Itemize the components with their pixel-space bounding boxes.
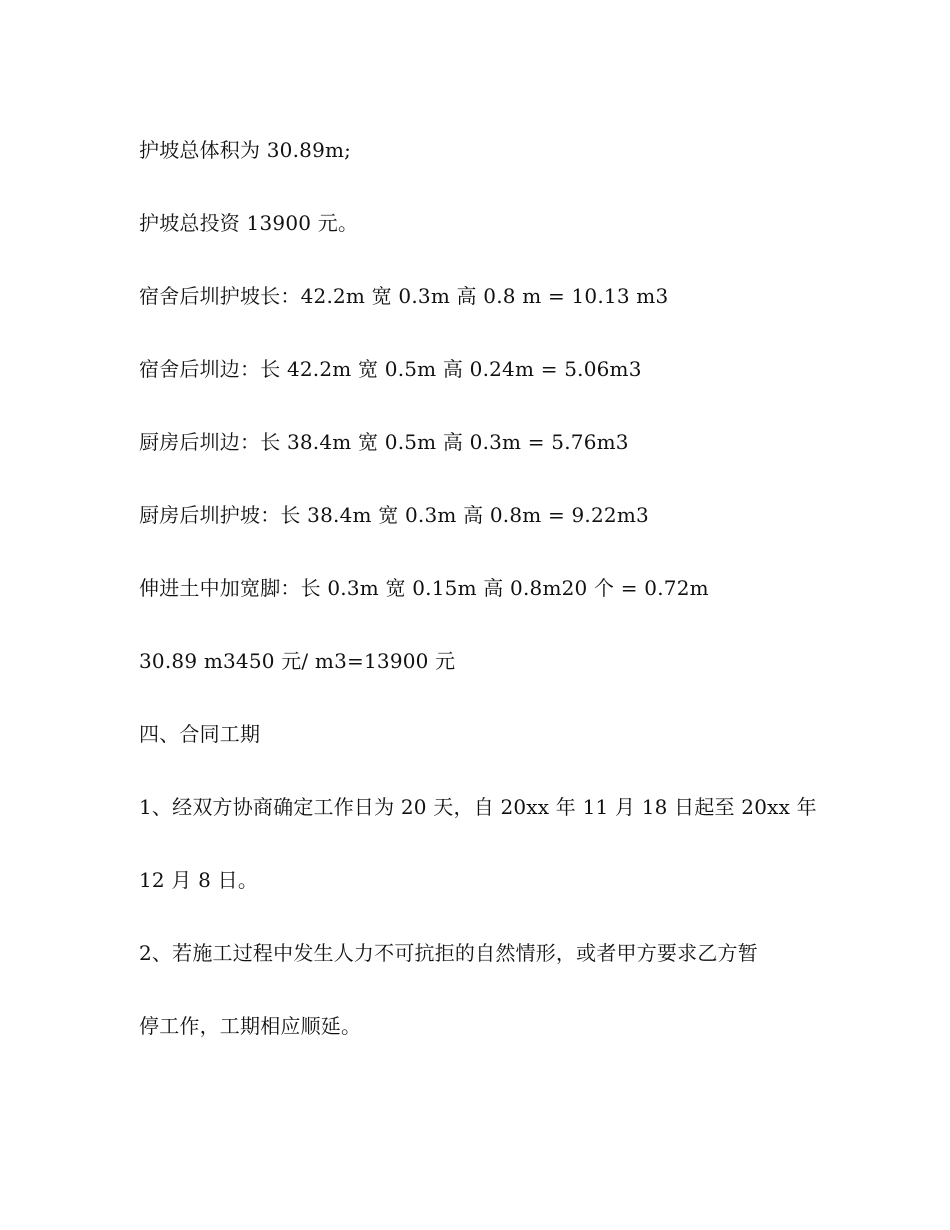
document-body: [139, 138, 819, 1087]
kitchen-edge-calc-line: 厨房后圳边：长 38.4m 宽 0.5m 高 0.3m = 5.76m3: [139, 430, 629, 454]
total-volume-line: 护坡总体积为 30.89m;: [139, 138, 352, 162]
dorm-edge-calc-line: 宿舍后圳边：长 42.2m 宽 0.5m 高 0.24m = 5.06m3: [139, 357, 642, 381]
clause-1-line-2: 12 月 8 日。: [139, 868, 259, 892]
clause-1-line-1: 1、经双方协商确定工作日为 20 天，自 20xx 年 11 月 18 日起至 20xx 年: [139, 795, 817, 819]
total-investment-line: 护坡总投资 13900 元。: [139, 211, 359, 235]
cost-calc-line: 30.89 m3450 元/ m3=13900 元: [139, 649, 456, 673]
kitchen-slope-calc-line: 厨房后圳护坡：长 38.4m 宽 0.3m 高 0.8m = 9.22m3: [139, 503, 649, 527]
clause-2-line-1: 2、若施工过程中发生人力不可抗拒的自然情形，或者甲方要求乙方暂: [139, 941, 758, 965]
dorm-slope-calc-line: 宿舍后圳护坡长：42.2m 宽 0.3m 高 0.8 m = 10.13 m3: [139, 284, 669, 308]
section-heading: 四、合同工期: [139, 722, 261, 746]
footing-calc-line: 伸进土中加宽脚：长 0.3m 宽 0.15m 高 0.8m20 个 = 0.72m: [139, 576, 709, 600]
clause-2-line-2: 停工作，工期相应顺延。: [139, 1014, 362, 1038]
